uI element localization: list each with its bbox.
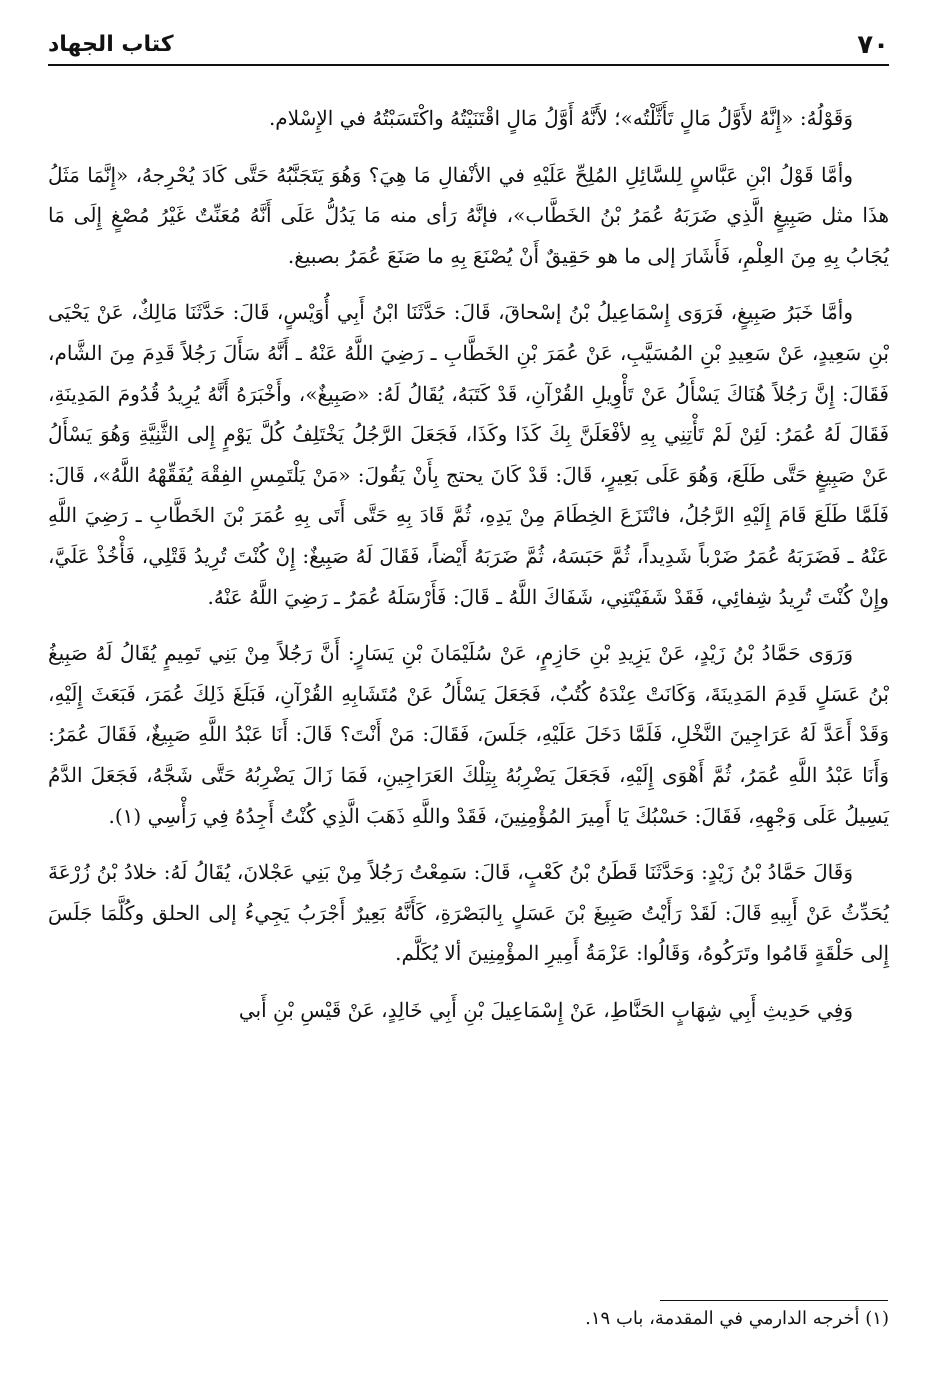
- footnote-divider: [660, 1300, 888, 1301]
- page-number: ٧٠: [857, 30, 889, 60]
- body-text: [48, 98, 889, 1046]
- paragraph-5: وَقَالَ حَمَّادُ بْنُ زَيْدٍ: وَحَدَّثَنَا قَطَنُ بْنُ كَعْبٍ، قَالَ: سَمِعْتُ رَجُلاً مِنْ بَنِي عَجْلانَ، يُقَالُ لَهُ: خلادُ بْنُ زُرْعَةَ يُحَدِّثُ عَنْ أَبِيهِ قَالَ: لَقَدْ رَأَيْتُ صَبِيغَ بْنَ عَسَلٍ بِالبَصْرَةِ، كَأَنَّهُ بَعِيرٌ أَجْرَبُ يَجِيءُ إلى الحلق وكُلَّمَا جَلَسَ إِلى حَلْقَةٍ قَامُوا وتَرَكُوهُ، وَقَالُوا: عَزْمَةُ أَمِيرِ المؤْمِنِينَ ألا يُكَلَّم.: [48, 860, 889, 966]
- paragraph-4: وَرَوَى حَمَّادُ بْنُ زَيْدٍ، عَنْ يَزِيدِ بْنِ حَازِمٍ، عَنْ سُلَيْمَانَ بْنِ يَسَارٍ: أَنَّ رَجُلاً مِنْ بَنِي تَمِيمٍ يُقَالُ لَهُ صَبِيغُ بْنُ عَسَلٍ قَدِمَ المَدِينَةَ، وَكَانَتْ عِنْدَهُ كُتُبٌ، فَجَعَلَ يَسْأَلُ عَنْ مُتَشَابِهِ القُرْآنِ، فَبَلَغَ ذَلِكَ عُمَرَ، فَبَعَثَ إِلَيْهِ، وَقَدْ أَعَدَّ لَهُ عَرَاجِينَ النَّخْلِ، فَلَمَّا دَخَلَ عَلَيْهِ، جَلَسَ، فَقَالَ: مَنْ أَنْتَ؟ قَالَ: أَنَا عَبْدُ اللَّهِ صَبِيغٌ، فَقَالَ عُمَرُ: وَأَنَا عَبْدُ اللَّهِ عُمَرُ، ثُمَّ أَهْوَى إِلَيْهِ، فَجَعَلَ يَضْرِبُهُ بِتِلْكَ العَرَاجِينِ، فَمَا زَالَ يَضْرِبُهُ حَتَّى شَجَّهُ، فَجَعَلَ الدَّمُ يَسِيلُ عَلَى وَجْهِهِ، فَقَالَ: حَسْبُكَ يَا أَمِيرَ المُؤْمِنِينَ، فَقَدْ واللَّهِ ذَهَبَ الَّذِي كُنْتُ أَجِدُهُ فِي رَأْسِي (١).: [48, 641, 889, 828]
- running-title: كتاب الجهاد: [48, 32, 174, 57]
- paragraph-3: وأمَّا خَبَرُ صَبِيغٍ، فَرَوَى إِسْمَاعِيلُ بْنُ إسْحاقَ، قَالَ: حَدَّثَنَا ابْنُ أَبِي أُوَيْسٍ، قَالَ: حَدَّثَنَا مَالِكٌ، عَنْ يَحْيَى بْنِ سَعِيدٍ، عَنْ سَعِيدِ بْنِ المُسَيَّبِ، عَنْ عُمَرَ بْنِ الخَطَّابِ ـ رَضِيَ اللَّهُ عَنْهُ ـ أَنَّهُ سَأَلَ رَجُلاً قَدِمَ مِنَ الشَّام، فَقَالَ: إِنَّ رَجُلاً هُنَاكَ يَسْأَلُ عَنْ تَأْوِيلِ القُرْآنِ، قَدْ كَتَبَهُ، يُقَالُ لَهُ: «صَبِيغٌ»، وأَخْبَرَهُ أَنَّهُ يُرِيدُ قُدُومَ المَدِينَةِ، فَقَالَ لَهُ عُمَرُ: لَئِنْ لَمْ تَأْتِنِي بِهِ لأفْعَلَنَّ بِكَ كَذَا وكَذَا، فَجَعَلَ الرَّجُلُ يَخْتَلِفُ كُلَّ يَوْمٍ إِلى الثَّنِيَّةِ وَهُوَ يَسْأَلُ عَنْ صَبِيغٍ حَتَّى طَلَعَ، وَهُوَ عَلَى بَعِيرٍ، قَالَ: قَدْ كَانَ يحتج بِأَنْ يَقُولَ: «مَنْ يَلْتَمِسِ الفِقْهَ يُفَقِّهْهُ اللَّهُ»، قَالَ: فَلَمَّا طَلَعَ قَامَ إِلَيْهِ الرَّجُلُ، فانْتَزَعَ الخِطَامَ مِنْ يَدِهِ، ثُمَّ قَادَ بِهِ حَتَّى أَتَى بِهِ عُمَرَ بْنَ الخَطَّابِ ـ رَضِيَ اللَّهِ عَنْهُ ـ فَضَرَبَهُ عُمَرُ ضَرْباً شَدِيداً، ثُمَّ حَبَسَهُ، ثُمَّ ضَرَبَهُ أَيْضاً، فَقَالَ لَهُ صَبِيغٌ: إِنْ كُنْتَ تُرِيدُ قَتْلِي، فَأْخُذْ عَلَيَّ، وإِنْ كُنْتَ تُرِيدُ شِفائِي، فَقَدْ شَفَيْتَنِي، شَفَاكَ اللَّهُ ـ قَالَ: فَأَرْسَلَهُ عُمَرُ ـ رَضِيَ اللَّهُ عَنْهُ.: [48, 300, 889, 609]
- paragraph-2: وأمَّا قَوْلُ ابْنِ عَبَّاسٍ لِلسَّائِلِ المُلِحِّ عَلَيْهِ في الأنْفالِ مَا هِيَ؟ وَهُوَ يَتَجَنَّبُهُ حَتَّى كَادَ يُحْرِجهُ، «إِنَّمَا مَثَلُ هذَا مثل صَبِيغٍ الَّذِي ضَرَبَهُ عُمَرُ بْنُ الخَطَّاب»، فإنَّهُ رَأى منه مَا يَدُلُّ عَلَى أَنَّهُ مُعَنِّتٌ غَيْرُ مُصْغٍ إِلَى مَا يُجَابُ بِهِ مِنَ العِلْمِ، فَأَشَارَ إلى ما هو حَقِيقٌ أَنْ يُصْنَعَ بِهِ ما صَنَعَ عُمَرُ بصبيغ.: [48, 162, 889, 268]
- paragraph-6: وَفِي حَدِيثِ أَبِي شِهَابٍ الحَنَّاطِ، عَنْ إِسْمَاعِيلَ بْنِ أَبِي خَالِدٍ، عَنْ قَيْسِ بْنِ أَبي: [238, 997, 853, 1022]
- paragraph-1: وَقَوْلُهُ: «إِنَّهُ لأَوَّلُ مَالٍ تَأَثَّلْتُه»؛ لأَنَّهُ أَوَّلُ مَالٍ اقْتَنَيْتُهُ واكْتَسَبْتُهُ في الإِسْلام.: [268, 106, 853, 130]
- footnote: (١) أخرجه الدارمي في المقدمة، باب ١٩.: [585, 1308, 889, 1329]
- page-header: [48, 26, 889, 66]
